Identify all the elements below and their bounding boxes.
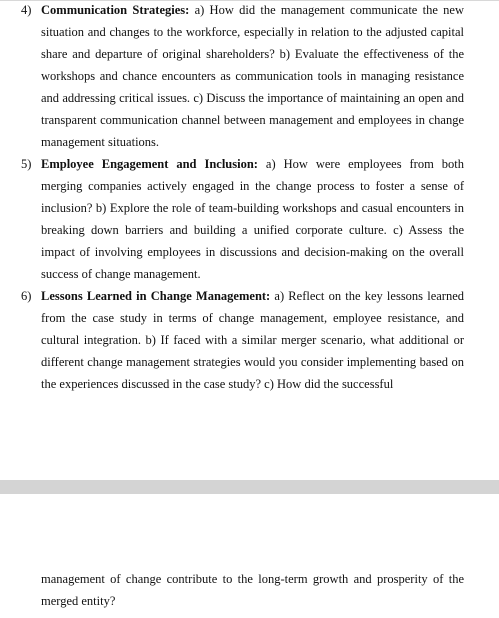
list-item-text — [41, 285, 464, 395]
list-item-heading: Lessons Learned in Change Management: — [41, 289, 271, 303]
list-item-text — [41, 153, 464, 285]
list-item-number: 6) — [21, 289, 32, 303]
list-item-body: a) Reflect on the key lessons learned from the case study in terms of change management, employee resistance, and cultural integration. b) If faced with a similar merger scenario, what additional or different change management strategies would you consider implementing based on the experiences discussed in the case study? c) How did the successful — [41, 289, 465, 391]
list-item-heading: Communication Strategies: — [41, 3, 190, 17]
list-item-heading: Employee Engagement and Inclusion: — [41, 157, 258, 171]
list-item-body: a) How were employees from both merging companies actively engaged in the change process to foster a sense of inclusion? b) Explore the role of team-building workshops and casual encounters in breaking down barriers and building a unified corporate culture. c) Assess the impact of involving employees in discussions and decision-making on the overall success of change management. — [41, 157, 464, 281]
list-item-number: 5) — [21, 157, 32, 171]
document-page-2 — [0, 494, 499, 618]
list-item-body: a) How did the management communicate the new situation and changes to the workforce, especially in relation to the adjusted capital share and departure of original shareholders? b) Evaluate the effectiveness of the workshops and chance encounters as communication tools in managing resistance and addressing critical issues. c) Discuss the importance of maintaining an open and transparent communication channel between management and employees in change management situations. — [41, 3, 464, 149]
list-item-number: 4) — [21, 3, 32, 17]
list-item-text — [41, 0, 464, 153]
page-break-gap — [0, 480, 499, 494]
continuation-text: management of change contribute to the long-term growth and prosperity of the merged entity? — [41, 572, 464, 608]
